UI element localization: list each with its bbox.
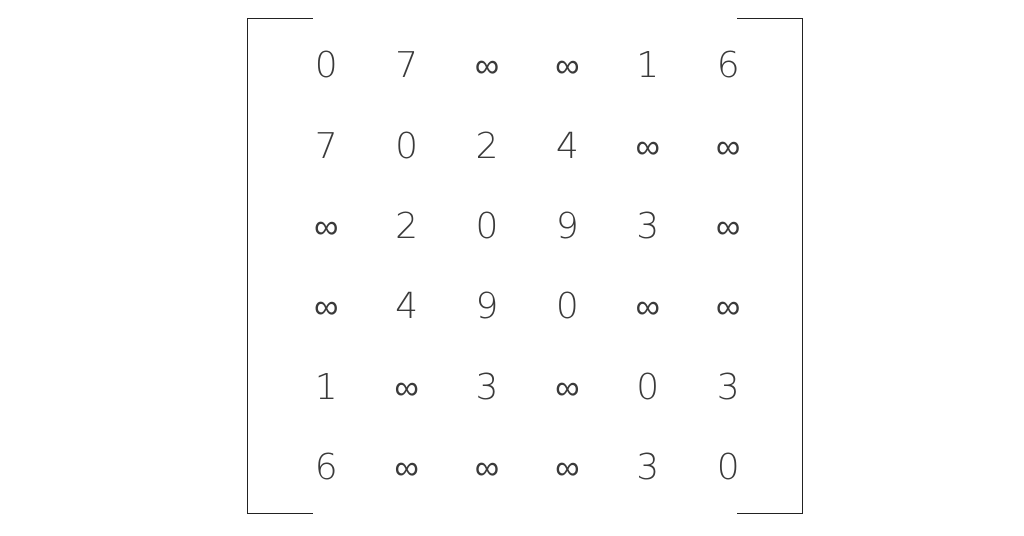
matrix-cell-r2-c6: ∞: [716, 126, 741, 167]
matrix-cell-r1-c6: 6: [716, 45, 740, 87]
matrix-cell-r5-c6: 3: [716, 366, 740, 408]
matrix-cell-r6-c2: ∞: [394, 448, 419, 489]
matrix-cell-r4-c5: ∞: [635, 287, 660, 328]
matrix-cell-r4-c3: 9: [475, 286, 499, 328]
matrix-cell-r6-c5: 3: [636, 447, 660, 489]
matrix-cell-r5-c2: ∞: [394, 367, 419, 408]
matrix-cell-r3-c3: 0: [475, 205, 499, 247]
matrix-cell-r1-c1: 0: [314, 45, 338, 87]
matrix-cell-r5-c5: 0: [636, 366, 660, 408]
matrix-cell-r2-c4: 4: [555, 125, 579, 167]
matrix-cell-r1-c2: 7: [395, 45, 419, 87]
matrix-cell-r3-c4: 9: [555, 205, 579, 247]
matrix-cell-r2-c2: 0: [395, 125, 419, 167]
matrix-cell-r3-c6: ∞: [716, 206, 741, 247]
matrix-cell-r6-c6: 0: [716, 447, 740, 489]
matrix-cell-r3-c2: 2: [395, 205, 419, 247]
matrix-cell-r1-c5: 1: [636, 45, 660, 87]
matrix-cell-r5-c4: ∞: [555, 367, 580, 408]
matrix-cell-r6-c3: ∞: [474, 448, 500, 489]
matrix-cell-r2-c3: 2: [475, 125, 499, 167]
matrix-cell-r1-c3: ∞: [474, 46, 500, 87]
matrix-cell-r2-c1: 7: [314, 125, 338, 167]
matrix-cell-r3-c1: ∞: [314, 206, 339, 247]
matrix-cell-r1-c4: ∞: [555, 46, 580, 87]
matrix-cell-r4-c2: 4: [395, 286, 419, 328]
matrix-cell-r3-c5: 3: [636, 205, 660, 247]
matrix-cell-r2-c5: ∞: [635, 126, 660, 167]
matrix-cell-r5-c3: 3: [475, 366, 499, 408]
matrix-cell-r6-c1: 6: [314, 447, 338, 489]
matrix-cell-r5-c1: 1: [314, 366, 338, 408]
matrix-cell-r4-c1: ∞: [314, 287, 339, 328]
matrix-cell-r4-c6: ∞: [716, 287, 741, 328]
matrix-grid: [286, 26, 768, 508]
matrix-cell-r4-c4: 0: [555, 286, 579, 328]
matrix-cell-r6-c4: ∞: [555, 448, 580, 489]
